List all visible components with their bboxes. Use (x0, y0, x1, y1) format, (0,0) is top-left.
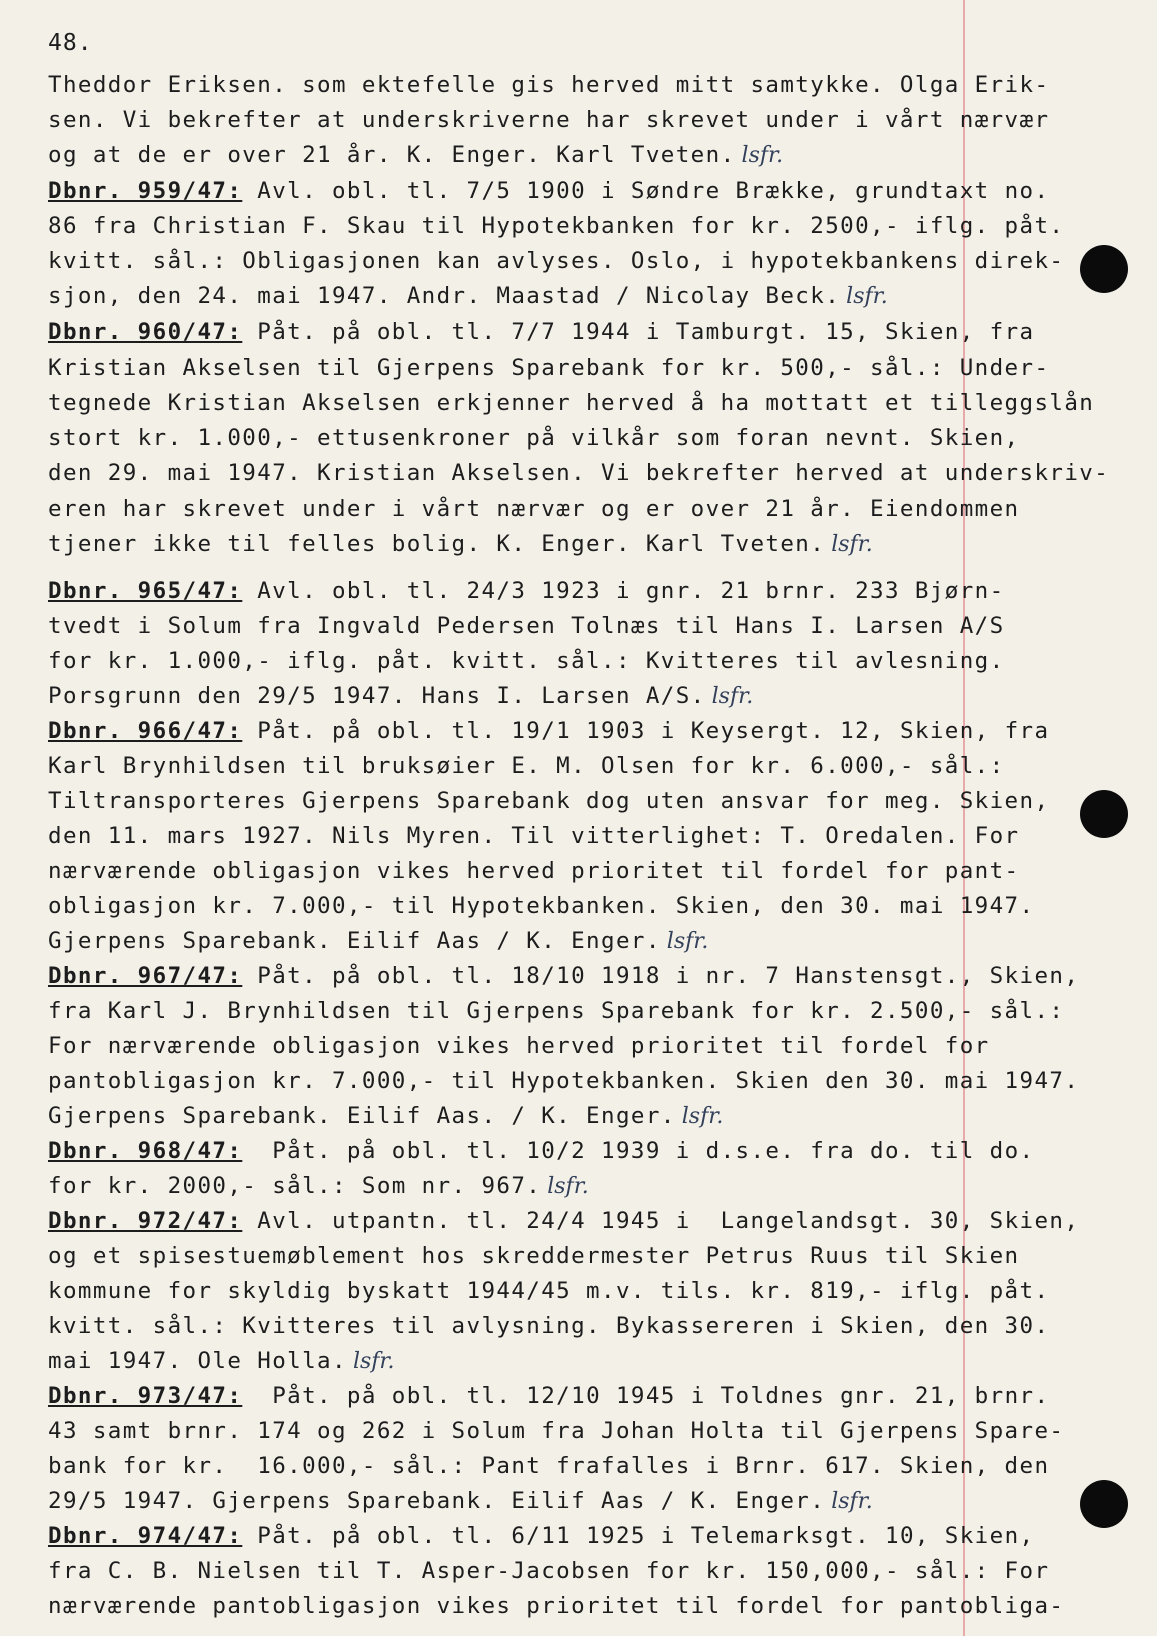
initials-mark: lsfr. (352, 1349, 395, 1374)
initials-mark: lsfr. (711, 684, 754, 709)
page-number: 48. (48, 30, 93, 56)
entry-line: Dbnr. 972/47: Avl. utpantn. tl. 24/4 1945 i Langelandsgt. 30, Skien, (48, 1208, 1080, 1234)
text-line: Gjerpens Sparebank. Eilif Aas / K. Enger. lsfr. (48, 928, 709, 954)
text-line: kvitt. sål.: Obligasjonen kan avlyses. Oslo, i hypotekbankens direk- (48, 248, 1065, 274)
entry-ref: Dbnr. 960/47: (48, 319, 243, 345)
entry-line: Dbnr. 974/47: Påt. på obl. tl. 6/11 1925 i Telemarksgt. 10, Skien, (48, 1523, 1035, 1549)
text-line: den 11. mars 1927. Nils Myren. Til vitterlighet: T. Oredalen. For (48, 823, 1020, 849)
initials-mark: lsfr. (666, 929, 709, 954)
initials-mark: lsfr. (681, 1104, 724, 1129)
text-line: pantobligasjon kr. 7.000,- til Hypotekbanken. Skien den 30. mai 1947. (48, 1068, 1080, 1094)
entry-ref: Dbnr. 974/47: (48, 1523, 243, 1549)
initials-mark: lsfr. (831, 1489, 873, 1514)
text-line: for kr. 2000,- sål.: Som nr. 967. lsfr. (48, 1173, 589, 1199)
text-line: tjener ikke til felles bolig. K. Enger. Karl Tveten. lsfr. (48, 531, 873, 557)
text-line: kommune for skyldig byskatt 1944/45 m.v. tils. kr. 819,- iflg. påt. (48, 1278, 1050, 1304)
punch-hole-middle (1080, 790, 1128, 838)
text-line: 29/5 1947. Gjerpens Sparebank. Eilif Aas / K. Enger. lsfr. (48, 1488, 873, 1514)
entry-line: Dbnr. 973/47: Påt. på obl. tl. 12/10 1945 i Toldnes gnr. 21, brnr. (48, 1383, 1050, 1409)
entry-line: Dbnr. 965/47: Avl. obl. tl. 24/3 1923 i gnr. 21 brnr. 233 Bjørn- (48, 578, 1005, 604)
text-line: Kristian Akselsen til Gjerpens Sparebank for kr. 500,- sål.: Under- (48, 355, 1050, 381)
text-line: Porsgrunn den 29/5 1947. Hans I. Larsen A/S. lsfr. (48, 683, 754, 709)
text-line: Theddor Eriksen. som ektefelle gis herved mitt samtykke. Olga Erik- (48, 72, 1050, 98)
entry-ref: Dbnr. 965/47: (48, 578, 243, 604)
entry-line: Dbnr. 968/47: Påt. på obl. tl. 10/2 1939 i d.s.e. fra do. til do. (48, 1138, 1035, 1164)
entry-line: Dbnr. 960/47: Påt. på obl. tl. 7/7 1944 i Tamburgt. 15, Skien, fra (48, 319, 1035, 345)
entry-ref: Dbnr. 967/47: (48, 963, 243, 989)
punch-hole-bottom (1080, 1480, 1128, 1528)
entry-line: Dbnr. 959/47: Avl. obl. tl. 7/5 1900 i Søndre Brække, grundtaxt no. (48, 178, 1050, 204)
text-line: eren har skrevet under i vårt nærvær og er over 21 år. Eiendommen (48, 496, 1020, 522)
initials-mark: lsfr. (846, 284, 888, 309)
text-line: Karl Brynhildsen til bruksøier E. M. Olsen for kr. 6.000,- sål.: (48, 753, 1005, 779)
text-line: sen. Vi bekrefter at underskriverne har skrevet under i vårt nærvær (48, 107, 1050, 133)
text-line: tvedt i Solum fra Ingvald Pedersen Tolnæs til Hans I. Larsen A/S (48, 613, 1005, 639)
text-line: bank for kr. 16.000,- sål.: Pant frafalles i Brnr. 617. Skien, den (48, 1453, 1050, 1479)
text-line: den 29. mai 1947. Kristian Akselsen. Vi bekrefter herved at underskriv- (48, 460, 1110, 486)
entry-ref: Dbnr. 968/47: (48, 1138, 243, 1164)
text-line: mai 1947. Ole Holla. lsfr. (48, 1348, 395, 1374)
text-line: obligasjon kr. 7.000,- til Hypotekbanken. Skien, den 30. mai 1947. (48, 893, 1035, 919)
text-line: nærværende pantobligasjon vikes prioritet til fordel for pantobliga- (48, 1593, 1065, 1619)
text-line: sjon, den 24. mai 1947. Andr. Maastad / Nicolay Beck. lsfr. (48, 283, 888, 309)
text-line: og at de er over 21 år. K. Enger. Karl Tveten. lsfr. (48, 142, 784, 168)
text-line: 43 samt brnr. 174 og 262 i Solum fra Johan Holta til Gjerpens Spare- (48, 1418, 1065, 1444)
initials-mark: lsfr. (547, 1174, 589, 1199)
punch-hole-top (1080, 245, 1128, 293)
text-line: for kr. 1.000,- iflg. påt. kvitt. sål.: Kvitteres til avlesning. (48, 648, 1005, 674)
text-line: kvitt. sål.: Kvitteres til avlysning. Bykassereren i Skien, den 30. (48, 1313, 1050, 1339)
text-line: Tiltransporteres Gjerpens Sparebank dog uten ansvar for meg. Skien, (48, 788, 1050, 814)
initials-mark: lsfr. (831, 532, 873, 557)
entry-ref: Dbnr. 973/47: (48, 1383, 243, 1409)
text-line: fra Karl J. Brynhildsen til Gjerpens Sparebank for kr. 2.500,- sål.: (48, 998, 1065, 1024)
entry-line: Dbnr. 966/47: Påt. på obl. tl. 19/1 1903 i Keysergt. 12, Skien, fra (48, 718, 1050, 744)
text-line: stort kr. 1.000,- ettusenkroner på vilkår som foran nevnt. Skien, (48, 425, 1020, 451)
text-line: 86 fra Christian F. Skau til Hypotekbanken for kr. 2500,- iflg. påt. (48, 213, 1065, 239)
text-line: nærværende obligasjon vikes herved prioritet til fordel for pant- (48, 858, 1020, 884)
entry-ref: Dbnr. 972/47: (48, 1208, 243, 1234)
text-line: tegnede Kristian Akselsen erkjenner herved å ha mottatt et tilleggslån (48, 390, 1095, 416)
initials-mark: lsfr. (741, 143, 784, 168)
entry-line: Dbnr. 967/47: Påt. på obl. tl. 18/10 1918 i nr. 7 Hanstensgt., Skien, (48, 963, 1080, 989)
text-line: Gjerpens Sparebank. Eilif Aas. / K. Enger. lsfr. (48, 1103, 724, 1129)
entry-ref: Dbnr. 966/47: (48, 718, 243, 744)
text-line: fra C. B. Nielsen til T. Asper-Jacobsen for kr. 150,000,- sål.: For (48, 1558, 1050, 1584)
text-line: For nærværende obligasjon vikes herved prioritet til fordel for (48, 1033, 990, 1059)
text-line: og et spisestuemøblement hos skreddermester Petrus Ruus til Skien (48, 1243, 1020, 1269)
entry-ref: Dbnr. 959/47: (48, 178, 243, 204)
